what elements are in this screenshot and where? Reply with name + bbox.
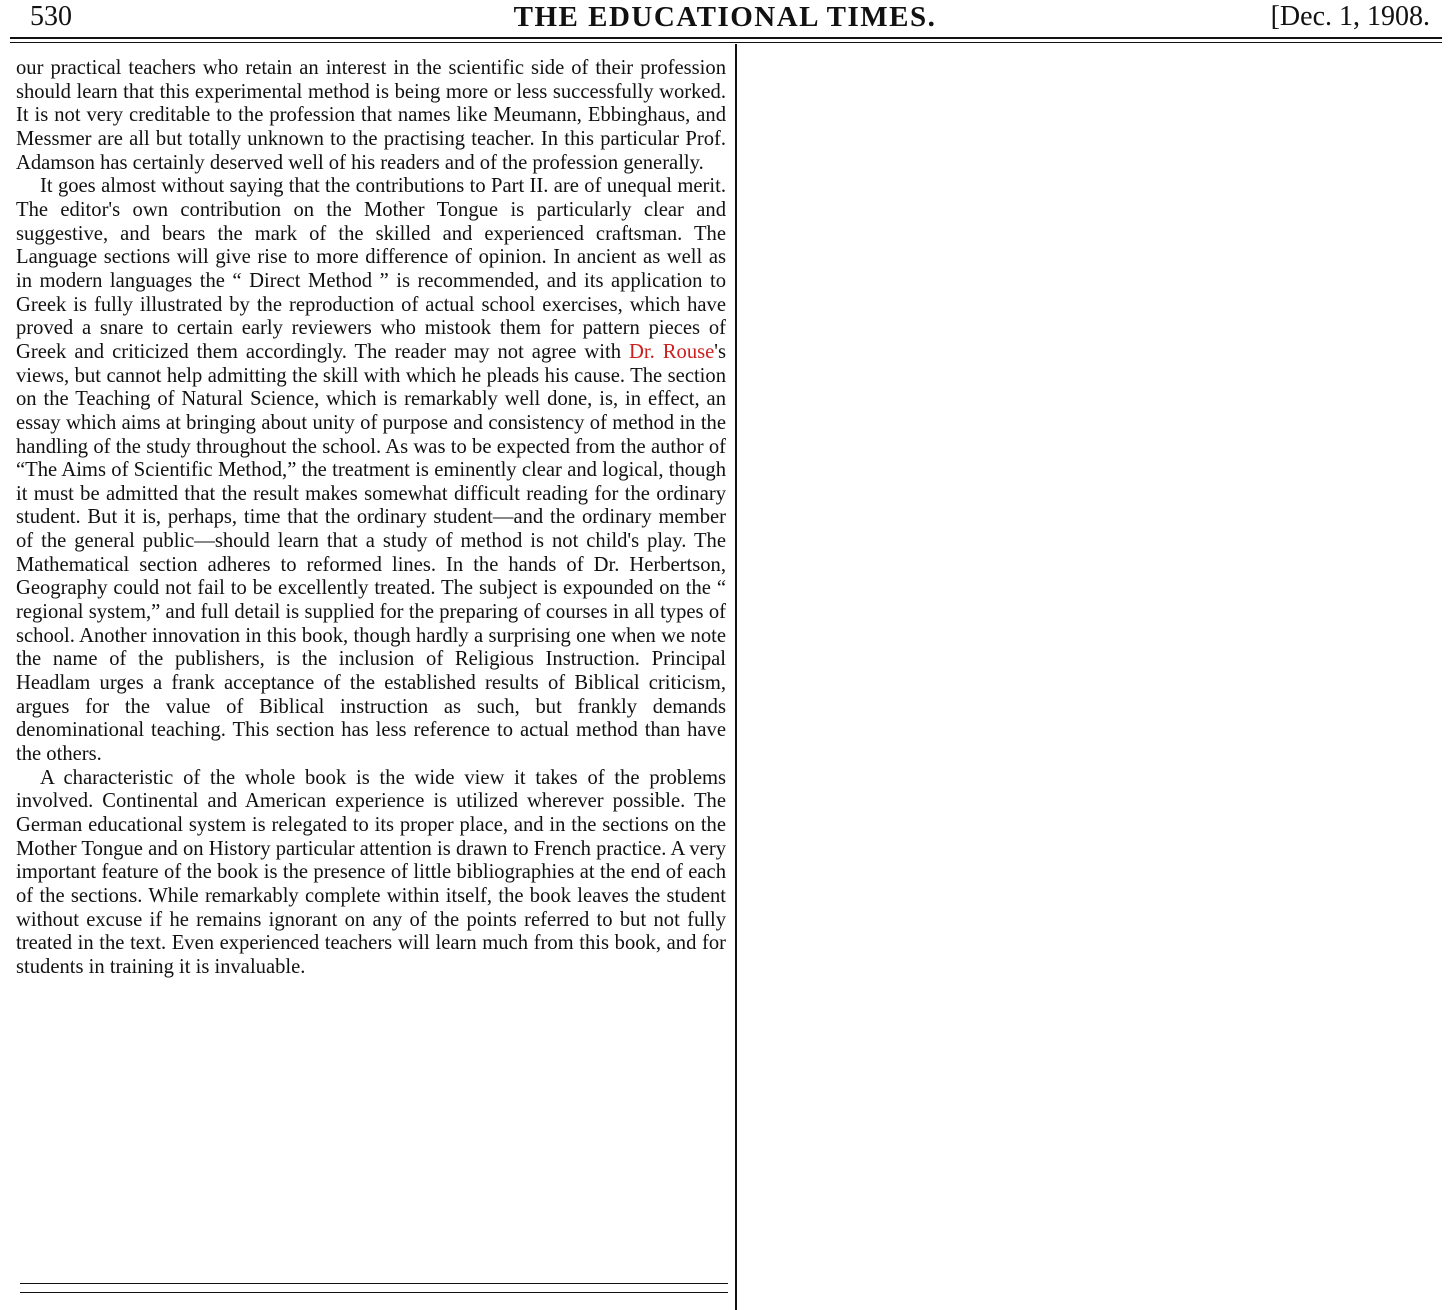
paragraph-2 bbox=[16, 175, 726, 766]
paragraph-1: our practical teachers who retain an interest in the scientific side of their profession should learn that this experimental method is being more or less successfully worked. It is not very creditable to the profession that names like Meumann, Ebbinghaus, and Messmer are all but totally unknown to the practising teacher. In this particular Prof. Adamson has certainly deserved well of his readers and of the profession generally. bbox=[16, 57, 726, 174]
journal-title: THE EDUCATIONAL TIMES. bbox=[513, 1, 937, 33]
page-number: 530 bbox=[30, 1, 72, 32]
header-rule-thin bbox=[10, 42, 1442, 43]
paragraph-2-text-a: It goes almost without saying that the contributions to Part II. are of unequal merit. The editor's own contribution on the Mother Tongue is particularly clear and suggestive, and bears the mark of the skilled and experienced craftsman. The Language sections will give rise to more difference of opinion. In ancient as well as in modern languages the “ Direct Method ” is recommended, and its application to Greek is fully illustrated by the reproduction of actual school exercises, which have proved a snare to certain early reviewers who mistook them for pattern pieces of Greek and criticized them accordingly. The reader may not agree with bbox=[16, 175, 726, 363]
column-divider bbox=[735, 44, 737, 1310]
article-column bbox=[16, 57, 726, 980]
highlighted-name-link[interactable]: Dr. Rouse bbox=[629, 340, 715, 363]
header-rule bbox=[10, 37, 1442, 39]
paragraph-2-text-b: 's views, but cannot help admitting the skill with which he pleads his cause. The section on the Teaching of Natural Science, which is remarkably well done, is, in effect, an essay which aims at bringing about unity of purpose and consistency of method in the handling of the study throughout the school. As was to be expected from the author of “The Aims of Scientific Method,” the treatment is eminently clear and logical, though it must be admitted that the result makes somewhat difficult reading for the ordinary student. But it is, perhaps, time that the ordinary student—and the ordinary member of the general public—should learn that a study of method is not child's play. The Mathematical section adheres to reformed lines. In the hands of Dr. Herbertson, Geography could not fail to be excellently treated. The subject is expounded on the “ regional system,” and full detail is supplied for the preparing of courses in all types of school. Another innovation in this book, though hardly a surprising one when we note the name of the publishers, is the inclusion of Religious Instruction. Principal Headlam urges a frank acceptance of the established results of Biblical criticism, argues for the value of Biblical instruction as such, but frankly demands denominational teaching. This section has less reference to actual method than have the others. bbox=[16, 340, 727, 766]
page-header bbox=[0, 0, 1450, 40]
issue-date: [Dec. 1, 1908. bbox=[1270, 1, 1430, 32]
end-rule bbox=[20, 1283, 728, 1284]
paragraph-3: A characteristic of the whole book is the wide view it takes of the problems involved. Continental and American experience is utilized wherever possible. The German educational system is relegated to its proper place, and in the sections on the Mother Tongue and on History particular attention is drawn to French practice. A very important feature of the book is the presence of little bibliographies at the end of each of the sections. While remarkably complete within itself, the book leaves the student without excuse if he remains ignorant on any of the points referred to but not fully treated in the text. Even experienced teachers will learn much from this book, and for students in training it is invaluable. bbox=[16, 766, 726, 978]
end-rule-2 bbox=[20, 1292, 728, 1293]
